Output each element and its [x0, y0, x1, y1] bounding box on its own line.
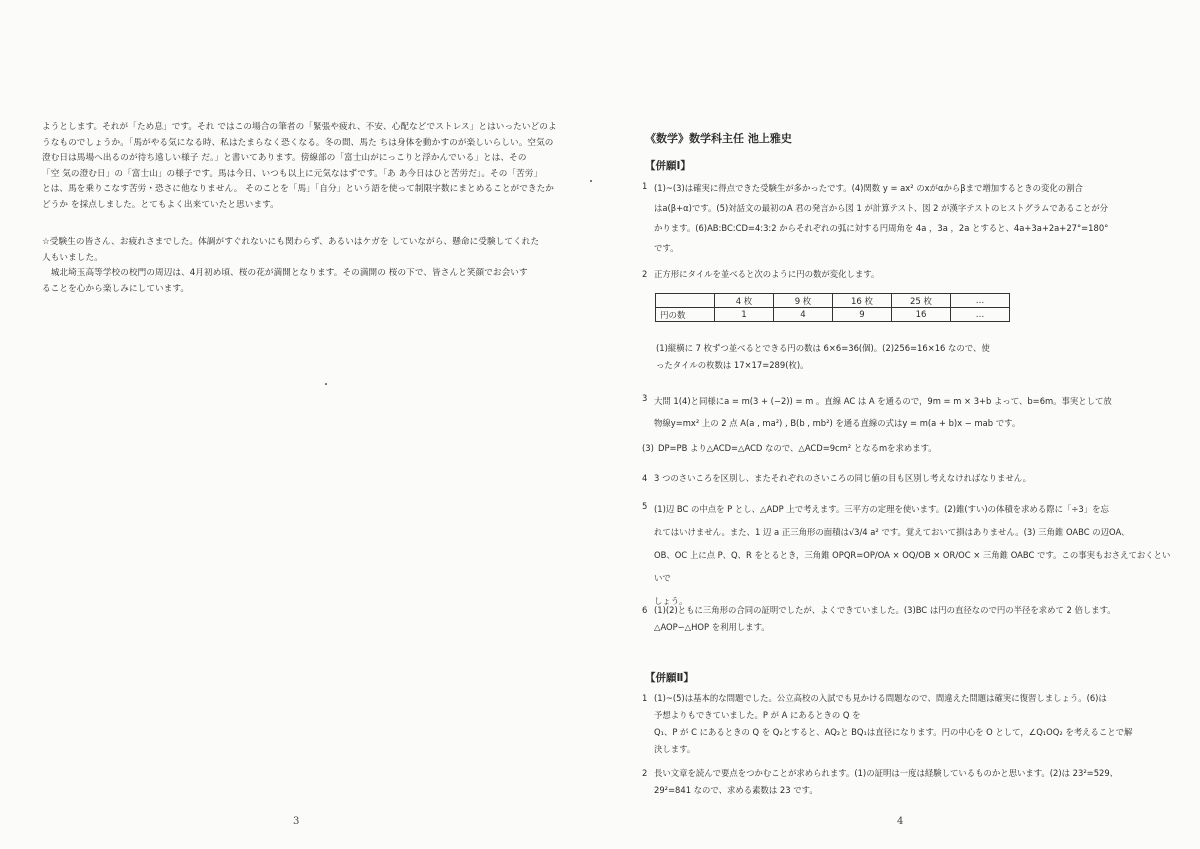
section-heading-2: 【併願Ⅱ】 — [645, 672, 694, 684]
list-item: 2 正方形にタイルを並べると次のように円の数が変化します。 — [642, 269, 880, 279]
page-number: 3 — [293, 816, 300, 827]
scan-speck — [325, 383, 327, 385]
page-title: 《数学》数学科主任 池上雅史 — [645, 132, 792, 145]
scan-speck — [590, 180, 592, 182]
table-cell: 4 枚 — [715, 294, 774, 308]
table-cell: … — [951, 294, 1010, 308]
closing-message: ☆受験生の皆さん、お疲れさまでした。体調がすぐれないにも関わらず、あるいはケガを していながら、懸命に受験してくれた 人もいました。 城北埼玉高等学校の校門の周辺は、4月初め頃、桜の花が満開となります。その満開の 桜の下で、皆さんと笑顔でお会いす ることを心から楽しみにしています。 — [42, 237, 540, 294]
tile-circle-table — [655, 293, 1010, 322]
list-item: 6 (1)(2)ともに三角形の合同の証明でしたが、よくできていました。(3)BC は円の直径なので円の半径を求めて 2 倍します。 △AOP∽△HOP を利用します。 — [642, 605, 1116, 632]
table-cell: 9 枚 — [774, 294, 833, 308]
list-item-note: (1)縦横に 7 枚ずつ並べるとできる円の数は 6×6=36(個)。(2)256=16×16 なので、使 ったタイルの枚数は 17×17=289(枚)。 — [656, 343, 990, 370]
page-number: 4 — [897, 816, 904, 827]
list-item: 2 長い文章を読んで要点をつかむことが求められます。(1)の証明は一度は経験しているものかと思います。(2)は 23²=529、 29²=841 なので、求める素数は 23 です。 — [642, 768, 1119, 795]
list-item: 1 (1)~(5)は基本的な問題でした。公立高校の入試でも見かける問題なので、間違えた問題は確実に復習しましょう。(6)は 予想よりもできていました。P が A にあるときの Q を Q₁、P が C にあるときの Q を Q₂とすると、AQ₂と BQ₁は直径になります。円の中心を O として，∠Q₁OQ₂ を考えることで解 決します。 — [642, 693, 1133, 754]
list-item: 1 (1)~(3)は確実に得点できた受験生が多かったです。(4)関数 y = ax² のxがαからβまで増加するときの変化の割合 はa(β+α)です。(5)対話文の最初のA 君の発言から図 1 が計算テスト、図 2 が漢字テストのヒストグラムであることが分 かります。(6)AB:BC:CD=4:3:2 からそれぞれの弧に対する円周角を 4a ，3a ，2a とすると、4a+3a+2a+27°=180° です。 — [642, 181, 1109, 253]
table-cell — [656, 294, 715, 308]
commentary-paragraph: ようとします。それが「ため息」です。それ ではこの場合の筆者の「緊張や疲れ、不安、心配などでストレス」とはいったいどのよ うなものでしょうか。「馬がやる気になる時、私はたまらなく恐くなる。冬の間、馬た ちは身体を動かすのが楽しいらしい。空気の 澄む日は馬場へ出るのが待ち遠しい様子 だ。」と書いてあります。傍線部の「富士山がにっこりと浮かんでいる」とは、その 「空 気の澄む日」の「富士山」の様子です。馬は今日、いつも以上に元気なはずです。「あ あ今日はひと苦労だ」。その「苦労」 とは、馬を乗りこなす苦労・恐さに他なりません。 そのことを「馬」「自分」という語を使って制限字数にまとめることができたか どうか を採点しました。とてもよく出来ていたと思います。 — [42, 122, 557, 210]
list-item: (3) DP=PB より△ACD=△ACD なので、△ACD=9cm² となるmを求めます。 — [642, 443, 937, 453]
table-cell: 16 枚 — [833, 294, 892, 308]
table-cell: 4 — [774, 308, 833, 322]
list-item: 4 3 つのさいころを区別し、またそれぞれのさいころの同じ値の目も区別し考えなければなりません。 — [642, 473, 1031, 483]
table-cell: 25 枚 — [892, 294, 951, 308]
right-page — [600, 0, 1200, 849]
list-item: 3 大問 1(4)と同様にa = m(3 + (−2)) = m 。直線 AC は A を通るので，9m = m × 3+b よって、b=6m。事実として放 物線y=mx² 上の 2 点 A(a , ma²) , B(b , mb²) を通る直線の式はy = m(a + b)x − mab です。 — [642, 393, 1112, 428]
table-cell: 円の数 — [656, 308, 715, 322]
table-cell: 1 — [715, 308, 774, 322]
section-heading-1: 【併願Ⅰ】 — [645, 160, 691, 172]
table-cell: 9 — [833, 308, 892, 322]
list-item: 5 (1)辺 BC の中点を P とし、△ADP 上で考えます。三平方の定理を使います。(2)錐(すい)の体積を求める際に「÷3」を忘 れてはいけません。また、1 辺 a 正三角形の面積は√3/4 a² です。覚えておいて損はありません。(3) 三角錐 OABC の辺OA、 OB、OC 上に点 P、Q、R をとるとき，三角錐 OPQR=OP/OA × OQ/OB × OR/OC × 三角錐 OABC です。この事実もおさえておくといいで しょう。 — [642, 501, 1171, 606]
table-cell: 16 — [892, 308, 951, 322]
table-cell: … — [951, 308, 1010, 322]
